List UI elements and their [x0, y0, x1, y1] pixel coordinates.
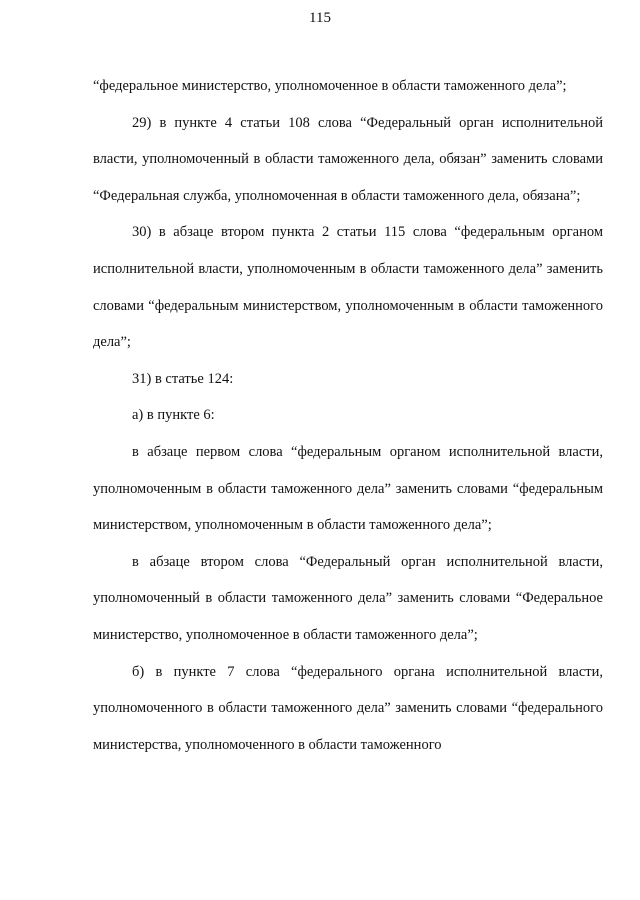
paragraph-subitem-a: а) в пункте 6:: [132, 407, 215, 424]
document-body: [93, 68, 603, 763]
page-number: 115: [309, 10, 331, 26]
paragraph-abzac-first: в абзаце первом слова “федеральным органом исполнительной власти, уполномоченным в области таможенного дела” заменить словами “федеральным министерством, уполномоченным в области таможенного дела”;: [93, 443, 603, 534]
paragraph-subitem-b: б) в пункте 7 слова “федерального органа исполнительной власти, уполномоченного в области таможенного дела” заменить словами “федерального министерства, уполномоченного в области таможенного: [93, 663, 603, 753]
paragraph-item-31: 31) в статье 124:: [132, 370, 234, 387]
paragraph-abzac-second: в абзаце втором слова “Федеральный орган исполнительной власти, уполномоченный в области таможенного дела” заменить словами “Федеральное министерство, уполномоченное в области таможенного дела”;: [93, 553, 603, 643]
paragraph-item-29: 29) в пункте 4 статьи 108 слова “Федеральный орган исполнительной власти, уполномоченный в области таможенного дела, обязан” заменить словами “Федеральная служба, уполномоченная в области таможенного дела, обязана”;: [93, 114, 603, 204]
paragraph-continuation: “федеральное министерство, уполномоченное в области таможенного дела”;: [93, 78, 567, 94]
paragraph-item-30: 30) в абзаце втором пункта 2 статьи 115 слова “федеральным органом исполнительной власти, уполномоченным в области таможенного дела” заменить словами “федеральным министерством, уполномоченным в области таможенного дела”;: [93, 224, 603, 351]
